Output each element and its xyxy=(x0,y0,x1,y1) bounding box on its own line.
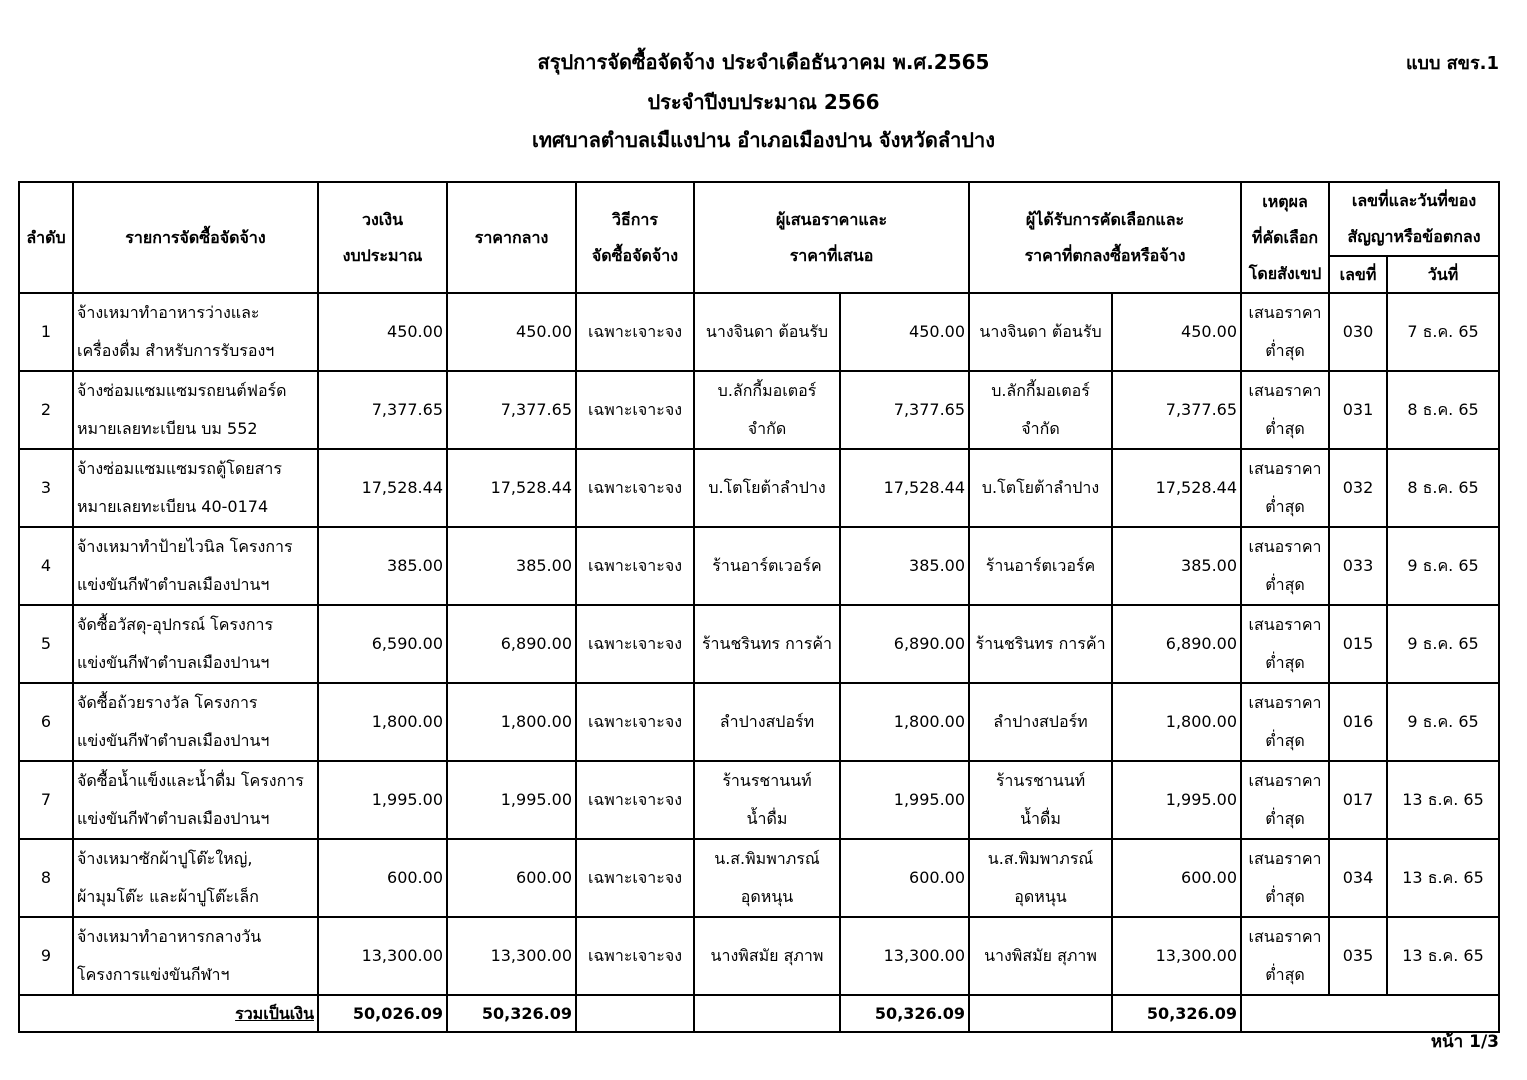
row-winner: น.ส.พิมพาภรณ์ อุดหนุน xyxy=(969,839,1112,917)
row-bidder: บ.โตโยต้าลำปาง xyxy=(694,449,840,527)
row-reason: เสนอราคา ต่ำสุด xyxy=(1241,917,1329,995)
form-code: แบบ สขร.1 xyxy=(1405,53,1499,74)
row-winner: ร้านชรินทร การค้า xyxy=(969,605,1112,683)
col-contract-no-header: เลขที่ xyxy=(1329,256,1387,293)
row-reason: เสนอราคา ต่ำสุด xyxy=(1241,371,1329,449)
row-no: 4 xyxy=(19,527,73,605)
row-median: 6,890.00 xyxy=(447,605,576,683)
table-row xyxy=(19,527,1499,605)
row-budget: 13,300.00 xyxy=(318,917,447,995)
row-bidder: น.ส.พิมพาภรณ์ อุดหนุน xyxy=(694,839,840,917)
row-bid-price: 600.00 xyxy=(840,839,969,917)
procurement-table xyxy=(18,181,1500,1033)
row-reason: เสนอราคา ต่ำสุด xyxy=(1241,293,1329,371)
row-budget: 1,800.00 xyxy=(318,683,447,761)
row-method: เฉพาะเจาะจง xyxy=(576,527,694,605)
row-bid-price: 1,800.00 xyxy=(840,683,969,761)
totals-empty xyxy=(969,995,1112,1032)
row-item: จัดซื้อถ้วยรางวัล โครงการ แข่งขันกีฬาตำบลเมืองปานฯ xyxy=(73,683,318,761)
row-contract-no: 032 xyxy=(1329,449,1387,527)
row-method: เฉพาะเจาะจง xyxy=(576,605,694,683)
col-no-header: ลำดับ xyxy=(19,182,73,293)
row-bidder: บ.ลักกี้มอเตอร์ จำกัด xyxy=(694,371,840,449)
row-median: 450.00 xyxy=(447,293,576,371)
row-reason: เสนอราคา ต่ำสุด xyxy=(1241,605,1329,683)
row-no: 3 xyxy=(19,449,73,527)
row-reason: เสนอราคา ต่ำสุด xyxy=(1241,683,1329,761)
table-row xyxy=(19,449,1499,527)
row-contract-no: 017 xyxy=(1329,761,1387,839)
table-row xyxy=(19,371,1499,449)
row-win-price: 385.00 xyxy=(1112,527,1241,605)
table-row xyxy=(19,917,1499,995)
row-reason: เสนอราคา ต่ำสุด xyxy=(1241,449,1329,527)
totals-budget: 50,026.09 xyxy=(318,995,447,1032)
row-no: 6 xyxy=(19,683,73,761)
table-row xyxy=(19,605,1499,683)
row-item: จ้างเหมาทำอาหารกลางวัน โครงการแข่งขันกีฬาฯ xyxy=(73,917,318,995)
col-method-header: วิธีการ จัดซื้อจัดจ้าง xyxy=(576,182,694,293)
row-bid-price: 13,300.00 xyxy=(840,917,969,995)
row-win-price: 450.00 xyxy=(1112,293,1241,371)
row-contract-date: 8 ธ.ค. 65 xyxy=(1387,371,1499,449)
row-bid-price: 17,528.44 xyxy=(840,449,969,527)
row-bidder: ร้านชรินทร การค้า xyxy=(694,605,840,683)
table-row xyxy=(19,293,1499,371)
row-median: 1,995.00 xyxy=(447,761,576,839)
row-method: เฉพาะเจาะจง xyxy=(576,683,694,761)
row-budget: 7,377.65 xyxy=(318,371,447,449)
row-bidder: ร้านรชานนท์ น้ำดื่ม xyxy=(694,761,840,839)
table-row xyxy=(19,839,1499,917)
row-win-price: 1,995.00 xyxy=(1112,761,1241,839)
row-bidder: นางพิสมัย สุภาพ xyxy=(694,917,840,995)
col-bidder-header: ผู้เสนอราคาและ ราคาที่เสนอ xyxy=(694,182,969,293)
row-bid-price: 6,890.00 xyxy=(840,605,969,683)
col-contract-date-header: วันที่ xyxy=(1387,256,1499,293)
row-method: เฉพาะเจาะจง xyxy=(576,371,694,449)
row-median: 600.00 xyxy=(447,839,576,917)
row-contract-no: 034 xyxy=(1329,839,1387,917)
totals-empty xyxy=(694,995,840,1032)
row-median: 7,377.65 xyxy=(447,371,576,449)
row-contract-no: 030 xyxy=(1329,293,1387,371)
totals-label: รวมเป็นเงิน xyxy=(19,995,318,1032)
row-no: 5 xyxy=(19,605,73,683)
col-budget-header: วงเงิน งบประมาณ xyxy=(318,182,447,293)
row-method: เฉพาะเจาะจง xyxy=(576,839,694,917)
row-winner: บ.ลักกี้มอเตอร์ จำกัด xyxy=(969,371,1112,449)
row-budget: 385.00 xyxy=(318,527,447,605)
row-no: 1 xyxy=(19,293,73,371)
col-reason-header: เหตุผล ที่คัดเลือก โดยสังเขป xyxy=(1241,182,1329,293)
row-no: 8 xyxy=(19,839,73,917)
row-no: 7 xyxy=(19,761,73,839)
row-win-price: 7,377.65 xyxy=(1112,371,1241,449)
row-bid-price: 7,377.65 xyxy=(840,371,969,449)
doc-title: สรุปการจัดซื้อจัดจ้าง ประจำเดือธันวาคม พ.ศ.2565 xyxy=(537,50,990,74)
row-contract-date: 9 ธ.ค. 65 xyxy=(1387,605,1499,683)
totals-row xyxy=(19,995,1499,1032)
row-win-price: 17,528.44 xyxy=(1112,449,1241,527)
row-contract-date: 13 ธ.ค. 65 xyxy=(1387,761,1499,839)
row-contract-date: 13 ธ.ค. 65 xyxy=(1387,839,1499,917)
row-win-price: 13,300.00 xyxy=(1112,917,1241,995)
row-winner: นางจินดา ต้อนรับ xyxy=(969,293,1112,371)
row-item: จัดซื้อน้ำแข็งและน้ำดื่ม โครงการ แข่งขันกีฬาตำบลเมืองปานฯ xyxy=(73,761,318,839)
row-budget: 6,590.00 xyxy=(318,605,447,683)
row-contract-no: 016 xyxy=(1329,683,1387,761)
row-contract-date: 9 ธ.ค. 65 xyxy=(1387,527,1499,605)
row-contract-no: 035 xyxy=(1329,917,1387,995)
row-method: เฉพาะเจาะจง xyxy=(576,293,694,371)
row-item: จ้างซ่อมแซมแซมรถตู้โดยสาร หมายเลยทะเบียน 40-0174 xyxy=(73,449,318,527)
totals-empty xyxy=(576,995,694,1032)
col-contract-header: เลขที่และวันที่ของ สัญญาหรือข้อตกลง xyxy=(1329,182,1499,256)
col-item-header: รายการจัดซื้อจัดจ้าง xyxy=(73,182,318,293)
row-contract-no: 033 xyxy=(1329,527,1387,605)
table-row xyxy=(19,761,1499,839)
row-item: จ้างเหมาซักผ้าปูโต๊ะใหญ่, ผ้ามุมโต๊ะ และผ้าปูโต๊ะเล็ก xyxy=(73,839,318,917)
totals-empty xyxy=(1241,995,1499,1032)
row-winner: นางพิสมัย สุภาพ xyxy=(969,917,1112,995)
row-contract-date: 8 ธ.ค. 65 xyxy=(1387,449,1499,527)
table-row xyxy=(19,683,1499,761)
row-bidder: ร้านอาร์ตเวอร์ค xyxy=(694,527,840,605)
row-win-price: 6,890.00 xyxy=(1112,605,1241,683)
row-no: 9 xyxy=(19,917,73,995)
row-reason: เสนอราคา ต่ำสุด xyxy=(1241,839,1329,917)
row-budget: 600.00 xyxy=(318,839,447,917)
row-winner: ร้านอาร์ตเวอร์ค xyxy=(969,527,1112,605)
page-number: หน้า 1/3 xyxy=(1430,1032,1499,1052)
row-contract-date: 7 ธ.ค. 65 xyxy=(1387,293,1499,371)
row-median: 13,300.00 xyxy=(447,917,576,995)
row-winner: บ.โตโยต้าลำปาง xyxy=(969,449,1112,527)
row-item: จัดซื้อวัสดุ-อุปกรณ์ โครงการ แข่งขันกีฬาตำบลเมืองปานฯ xyxy=(73,605,318,683)
fiscal-year-title: ประจำปีงบประมาณ 2566 xyxy=(647,90,880,114)
col-median-header: ราคากลาง xyxy=(447,182,576,293)
row-item: จ้างซ่อมแซมแซมรถยนต์ฟอร์ด หมายเลยทะเบียน บม 552 xyxy=(73,371,318,449)
row-win-price: 600.00 xyxy=(1112,839,1241,917)
row-item: จ้างเหมาทำอาหารว่างและ เครื่องดื่ม สำหรับการรับรองฯ xyxy=(73,293,318,371)
row-contract-no: 031 xyxy=(1329,371,1387,449)
row-reason: เสนอราคา ต่ำสุด xyxy=(1241,527,1329,605)
row-median: 385.00 xyxy=(447,527,576,605)
row-budget: 450.00 xyxy=(318,293,447,371)
row-median: 1,800.00 xyxy=(447,683,576,761)
row-winner: ร้านรชานนท์ น้ำดื่ม xyxy=(969,761,1112,839)
row-contract-date: 13 ธ.ค. 65 xyxy=(1387,917,1499,995)
row-contract-date: 9 ธ.ค. 65 xyxy=(1387,683,1499,761)
row-bidder: ลำปางสปอร์ท xyxy=(694,683,840,761)
row-item: จ้างเหมาทำป้ายไวนิล โครงการ แข่งขันกีฬาตำบลเมืองปานฯ xyxy=(73,527,318,605)
totals-median: 50,326.09 xyxy=(447,995,576,1032)
row-win-price: 1,800.00 xyxy=(1112,683,1241,761)
row-reason: เสนอราคา ต่ำสุด xyxy=(1241,761,1329,839)
totals-win: 50,326.09 xyxy=(1112,995,1241,1032)
row-method: เฉพาะเจาะจง xyxy=(576,917,694,995)
row-method: เฉพาะเจาะจง xyxy=(576,761,694,839)
row-bid-price: 385.00 xyxy=(840,527,969,605)
row-winner: ลำปางสปอร์ท xyxy=(969,683,1112,761)
col-winner-header: ผู้ได้รับการคัดเลือกและ ราคาที่ตกลงซื้อหรือจ้าง xyxy=(969,182,1241,293)
row-bid-price: 450.00 xyxy=(840,293,969,371)
organization-title: เทศบาลตำบลเมืแงปาน อำเภอเมืองปาน จังหวัดลำปาง xyxy=(532,128,995,152)
row-budget: 17,528.44 xyxy=(318,449,447,527)
totals-bid: 50,326.09 xyxy=(840,995,969,1032)
row-bidder: นางจินดา ต้อนรับ xyxy=(694,293,840,371)
row-budget: 1,995.00 xyxy=(318,761,447,839)
row-method: เฉพาะเจาะจง xyxy=(576,449,694,527)
row-bid-price: 1,995.00 xyxy=(840,761,969,839)
row-contract-no: 015 xyxy=(1329,605,1387,683)
row-median: 17,528.44 xyxy=(447,449,576,527)
row-no: 2 xyxy=(19,371,73,449)
